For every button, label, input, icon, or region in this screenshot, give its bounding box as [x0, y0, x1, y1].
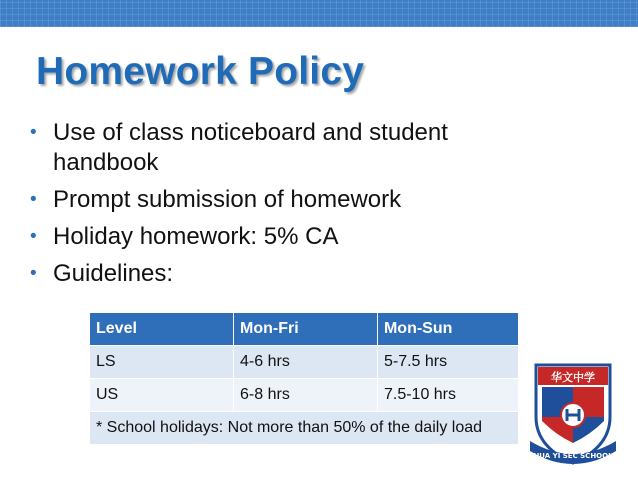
table-cell: 5-7.5 hrs — [377, 346, 518, 379]
top-decorative-bar — [0, 0, 638, 27]
table-note-row — [90, 412, 519, 445]
guidelines-table — [89, 312, 519, 445]
header-mon-sun: Mon-Sun — [377, 313, 518, 346]
table-row — [90, 346, 519, 379]
crest-ribbon-text: HUA YI SEC SCHOOL — [533, 452, 613, 460]
table-cell: LS — [90, 346, 234, 379]
table-cell: 6-8 hrs — [234, 379, 378, 412]
slide-title: Homework Policy — [36, 50, 365, 93]
school-crest-icon — [528, 355, 618, 470]
bullet-text: Guidelines: — [53, 260, 174, 287]
table-note: * School holidays: Not more than 50% of the daily load — [90, 412, 519, 445]
bullet-item — [30, 259, 550, 289]
bullet-dot-icon: • — [30, 263, 37, 284]
bullet-dot-icon: • — [30, 122, 37, 143]
bullet-dot-icon: • — [30, 189, 37, 210]
table-cell: 7.5-10 hrs — [377, 379, 518, 412]
header-mon-fri: Mon-Fri — [234, 313, 378, 346]
header-level: Level — [90, 313, 234, 346]
bullet-text: Holiday homework: 5% CA — [53, 223, 339, 250]
crest-top-text: 华文中学 — [551, 371, 595, 384]
table-cell: US — [90, 379, 234, 412]
table-header-row — [90, 313, 519, 346]
bullet-text: Prompt submission of homework — [53, 186, 402, 213]
bullet-item — [30, 222, 550, 252]
bullet-item — [30, 118, 550, 178]
bullet-dot-icon: • — [30, 226, 37, 247]
bullet-item — [30, 185, 550, 215]
table-cell: 4-6 hrs — [234, 346, 378, 379]
table-row — [90, 379, 519, 412]
bullet-list — [30, 118, 550, 296]
bullet-text: Use of class noticeboard and student handbook — [53, 119, 448, 176]
